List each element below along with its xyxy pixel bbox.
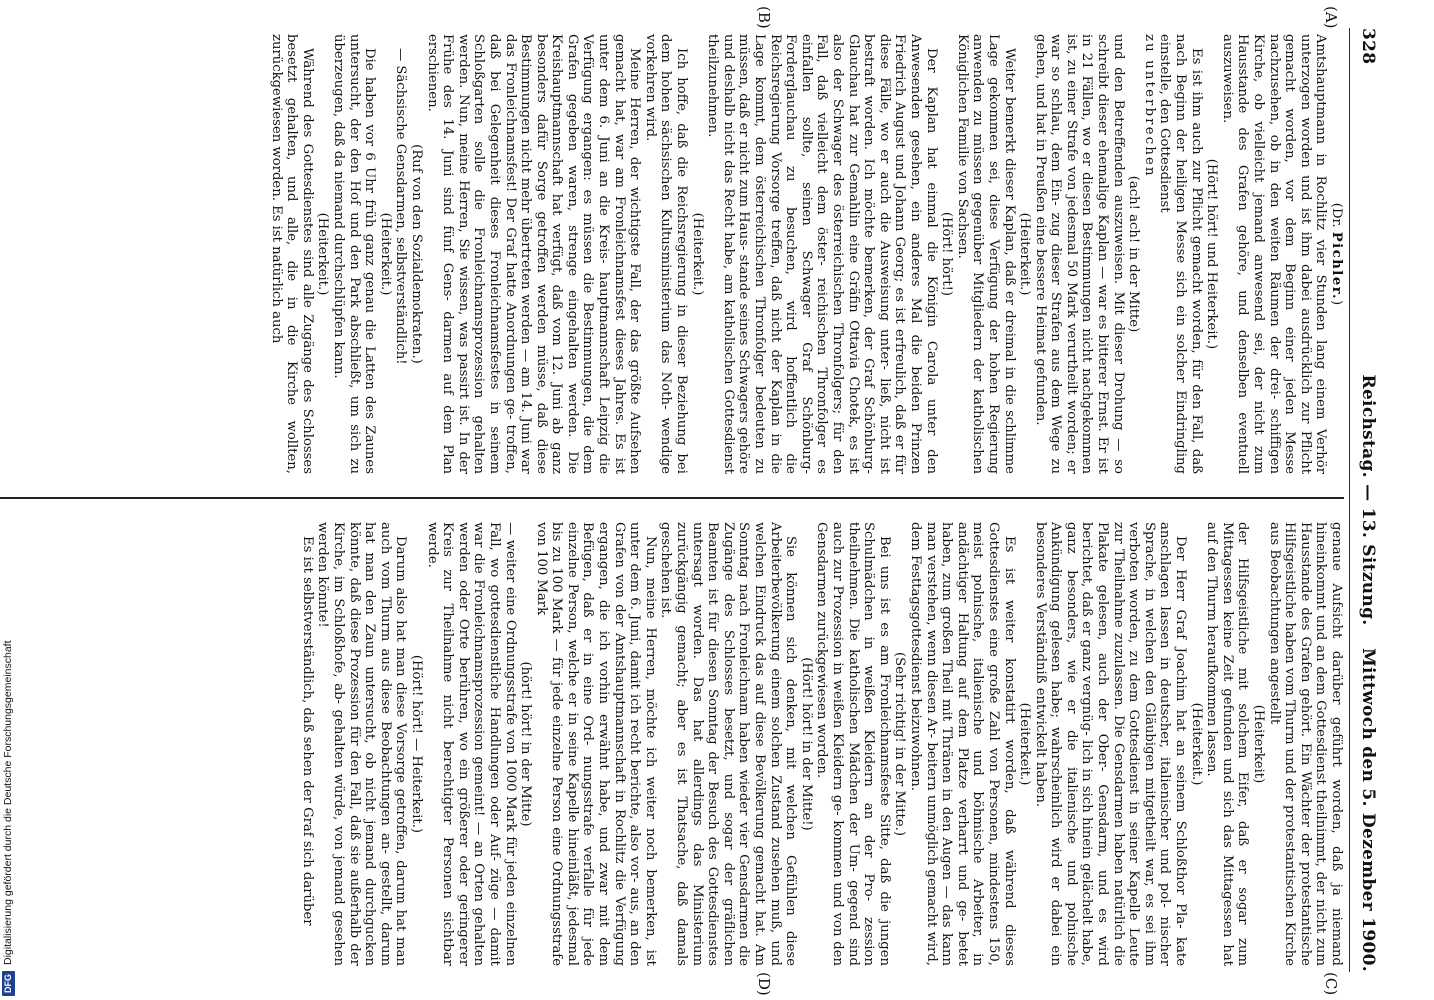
paragraph: Amtshauptmann in Rochlitz vier Stunden lang einem Verhör unterzogen worden und ist ihm dabei ausdrücklich zur Pflicht gemacht worden, vor dem Beginn einer jeden Messe nachzusehen, ob in den weiten Räumen der drei- schiffigen Kirche, ob vielleicht jemand anwesend sei, der nicht zum Hausstande des Grafen gehöre, und denselben eventuell auszuweisen. bbox=[1219, 34, 1329, 474]
right-column bbox=[0, 522, 1344, 966]
digitization-credit bbox=[0, 0, 16, 1000]
digitization-credit-text: Digitalisierung gefördert durch die Deutsche Forschungsgemeinschaft bbox=[2, 640, 14, 965]
paragraph: — weiter eine Ordnungsstrafe von 1000 Mark für jeden einzelnen Fall, wo gottesdienstliche Handlungen oder Auf- züge — damit war die Fronleichnamsprozession gemeint! — an Orten gehalten werden oder Orte berühren, wo ein größerer oder geringerer Kreis zur Theilnahme nicht berechtigter Personen sichtbar werde. bbox=[424, 522, 518, 966]
margin-marker-c: (C) bbox=[1322, 972, 1340, 996]
interjection: (Heiterkeit.) bbox=[1017, 702, 1033, 786]
interjection: (Sehr richtig! in der Mitte.) bbox=[892, 652, 908, 836]
paragraph: Ich hoffe, daß die Reichsregierung in dieser Beziehung bei dem hohen sächsischen Kultusministerium das Noth- wendige vorkehren wird. bbox=[642, 34, 690, 474]
paragraph: Weiter bemerkt dieser Kaplan, daß er dreimal in die schlimme Lage gekommen sei, diese Verfügung der hohen Regierung anwenden zu müssen gegenüber Mitgliedern der katholischen Königlichen Familie von Sachsen. bbox=[954, 34, 1017, 474]
paragraph: Die haben vor 6 Uhr früh ganz genau die Latten des Zaunes untersucht, der den Hof und den Park abschließt, um sich zu überzeugen, daß da niemand durchschlüpfen kann. bbox=[331, 34, 378, 474]
interjection: (Heiterkeit.) bbox=[1188, 702, 1204, 786]
paragraph: zu unterbrechen bbox=[1141, 34, 1157, 178]
page-header bbox=[1354, 28, 1380, 972]
margin-marker-a: (A) bbox=[1322, 6, 1340, 29]
paragraph: Während des Gottesdienstes sind alle Zugänge des Schlosses besetzt gehalten, und alle, die in die Kirche wollten, zurückgewiesen worden. Es ist natürlich auch bbox=[268, 34, 315, 474]
interjection: (Hört! hört! — Heiterkeit.) bbox=[408, 654, 424, 834]
paragraph: Der Herr Graf Joachim hat an seinem Schloßthor Pla- kate anschlagen lassen in deutscher, italienischer und pol- nischer Sprache, in welchen den Gläubigen mitgetheilt war, es sei ihm verboten worden, zu dem Gottesdienst in seiner Kapelle Leute zur Theilnahme zuzulassen. Die Gensdarmen haben natürlich die Plakate gelesen, auch der Ober- Gensdarm, und es wird berichtet, daß er ganz vergnüg- lich in sich hinein gelächelt habe, ganz besonders, wie er die italienische und polnische Ankündigung gelesen habe; wahrscheinlich wird er dabei ein besonderes Verständniß entwickelt haben. bbox=[1032, 522, 1189, 966]
paragraph: der Hilfsgeistliche mit solchem Eifer, daß er sogar zum Mittagessen keine Zeit gefunden und sich das Mittagessen hat auf den Thurm heraufkommen lassen. bbox=[1204, 522, 1251, 966]
dfg-logo: DFG bbox=[2, 971, 15, 996]
paragraph: Es ist selbstverständlich, daß sehen der Graf sich darüber bbox=[299, 536, 315, 926]
speaker-name: Pichler. bbox=[1329, 231, 1344, 301]
interjection: (Ruf von den Sozialdemokraten.) bbox=[408, 144, 424, 364]
paragraph: Bei uns ist es am Fronleichnamsfeste Sitte, daß die jungen Schulmädchen in weißen Kleidern an der Pro- zession theilnehmen. Die katholischen Mädchen der Um- gegend sind auch zur Prozession in weißen Kleidern ge- kommen und von den Gensdarmen zurückgewiesen worden. bbox=[814, 522, 892, 966]
interjection: (Heiterkeit.) bbox=[689, 212, 705, 296]
column-divider bbox=[0, 497, 1344, 499]
interjection: (Heiterkeit.) bbox=[377, 212, 393, 296]
paragraph: Nun, meine Herren, möchte ich weiter noch bemerken, ist unter dem 6. Juni, damit ich recht berichte, also vor- aus, an den Grafen von der Amtshauptmannschaft in Rochlitz die Verfügung ergangen, die ich vorhin erwähnt habe, und zwar mit dem Befügen, daß er in eine Ord- nungsstrafe verfalle für jede einzelne Person, welche er in seine Kapelle hineinläßt, jedesmal bis zu 100 Mark — für jede einzelne Person eine Ordnungsstrafe von 100 Mark bbox=[533, 522, 658, 966]
interjection: (Hört! hört! in der Mitte!) bbox=[798, 657, 814, 831]
interjection: (Hört! hört! und Heiterkeit.) bbox=[1204, 158, 1220, 350]
interjection: (hört! hört! in der Mitte) bbox=[518, 661, 534, 827]
speaker-suffix: ) bbox=[1329, 300, 1344, 306]
interjection: (Heiterkeit.) bbox=[1017, 212, 1033, 296]
paragraph: Darum also hat man diese Vorsorge getroffen, darum hat man auch vom Thurm aus diese Beobachtungen an- gestellt, darum hat man den Zaun untersucht, ob nicht jemand durchgucken könnte, daß diese Prozession für den Fall, daß sie außerhalb der Kirche, im Schloßhofe, ab- gehalten würde, von jemand gesehen werden könnte! bbox=[315, 522, 409, 966]
paragraph: Es ist ihm auch zur Pflicht gemacht worden, für den Fall, daß nach Beginn der heiligen Messe sich ein solcher Eindringling einstelle, den Gottesdienst bbox=[1157, 34, 1204, 474]
interjection: (Heiterkeit.) bbox=[315, 212, 331, 296]
left-column bbox=[0, 34, 1344, 474]
paragraph: genaue Aufsicht darüber geführt worden, daß ja niemand hineinkommt und an dem Gottesdienst theilnimmt, der nicht zum Hausstande des Grafen gehört. Ein Wächter der protestantische Hilfsgeistliche haben vom Thurm und der protestantischen Kirche aus Beobachtungen angestellt bbox=[1266, 522, 1344, 966]
interjection: (Heiterkeit) bbox=[1251, 704, 1267, 784]
paragraph: Meine Herren, der wichtigste Fall, der das größte Aufsehen gemacht hat, war am Fronleichnamsfest dieses Jahres. Es ist unter dem 6. Juni an die Kreis- hauptmannschaft Leipzig die Verfügung ergangen: es müssen die Bestimmungen, die dem Grafen gegeben waren, strenge eingehalten werden. Die Kreishauptmannschaft hat verfügt, daß vom 12. Juni ab ganz besonders dafür Sorge getroffen werden müsse, daß diese Bestimmungen nicht mehr übertreten werden — am 14. Juni war das Fronleichnamsfest! Der Graf hatte Anordnungen ge- troffen, daß bei Gelegenheit dieses Fronleichnamsfestes in seinem Schloßgarten solle die Fronleichnamsprozession gehalten werden. Nun, meine Herren, Sie wissen, was passirt ist. In der Frühe des 14. Juni sind fünf Gens- darmen auf dem Plan erschienen. bbox=[424, 34, 643, 474]
interjection: (Hört! hört!) bbox=[939, 211, 955, 297]
speaker-line bbox=[1328, 34, 1344, 474]
paragraph: — Sächsische Gensdarmen, selbstverständlich! bbox=[393, 48, 409, 365]
digitization-credit-strip bbox=[0, 0, 18, 1000]
session-date: Mittwoch den 5. Dezember 1900. bbox=[1358, 647, 1378, 972]
paragraph: Es ist weiter konstatirt worden, daß während dieses Gottesdienstes eine große Zahl von Personen, mindestens 150, meist polnische, italienische und böhmische Arbeiter, in andächtiger Haltung auf dem Platze verharrt und ge- betet haben, zum großen Theil mit Thränen in den Augen — das kann man verstehen, wenn diesen Ar- beitern unmöglich gemacht wird, dem Festtagsgottesdienst beizuwohnen. bbox=[907, 522, 1017, 966]
header-rule bbox=[1349, 28, 1350, 972]
page-title: Reichstag. — 13. Sitzung. bbox=[1358, 374, 1378, 626]
interjection: (ach! ach! in der Mitte) bbox=[1126, 175, 1142, 333]
paragraph: Sie können sich denken, mit welchen Gefühlen diese Arbeiterbevölkerung einem solchen Zustand zusehen muß, und welchen Eindruck das auf diese Bevölkerung gemacht hat. Am Sonntag nach Fronleichnam haben wieder vier Gensdarmen die Zugänge des Schlosses besetzt, und sogar der gräflichen Beamten ist für diesen Sonntag der Besuch des Gottesdienstes untersagt worden. Das hat allerdings das Ministerium zurückgängig gemacht; aber es ist Thatsache, daß damals geschehen ist. bbox=[658, 522, 799, 966]
page-number: 328 bbox=[1358, 28, 1378, 65]
margin-marker-d: (D) bbox=[755, 972, 773, 996]
paragraph: und den Betreffenden auszuweisen. Mit dieser Drohung — so schreibt dieser ehemalige Kaplan — war es bitterer Ernst. Er ist in 21 Fällen, wo er diesen Bestimmungen nicht nachgekommen ist, zu einer Strafe von jedesmal 50 Mark verurtheilt worden; er war so schlau, dem Ein- zug dieser Strafen aus dem Wege zu gehen, und hat in Preußen eine bessere Heimat gefunden. bbox=[1032, 34, 1126, 474]
paragraph: Der Kaplan hat einmal die Königin Carola unter den Anwesenden gesehen, ein anderes Mal die beiden Prinzen Friedrich August und Johann Georg; es ist erfreulich, daß er für diese Fälle, wo er auch die Ausweisung unter- ließ, nicht ist bestraft worden. Ich möchte bemerken, der Graf Schönburg-Glauchau hat zur Gemahlin eine Gräfin Ottavia Chotek, es ist also der Schwager des österreichischen Thronfolgers; für den Fall, daß vielleicht dem öster- reichischen Thronfolger es einfallen sollte, seinen Schwager Graf Schönburg-Forderglauchau zu besuchen, wird hoffentlich die Reichsregierung Vorsorge treffen, daß nicht der Kaplan in die Lage kommt, dem österreichischen Thronfolger bedeuten zu müssen, daß er nicht zum Haus- stande seines Schwagers gehöre und deshalb nicht das Recht habe, am katholischen Gottesdienst theilzunehmen. bbox=[705, 34, 939, 474]
speaker-prefix: (Dr. bbox=[1329, 202, 1344, 228]
margin-marker-b: (B) bbox=[755, 6, 773, 29]
